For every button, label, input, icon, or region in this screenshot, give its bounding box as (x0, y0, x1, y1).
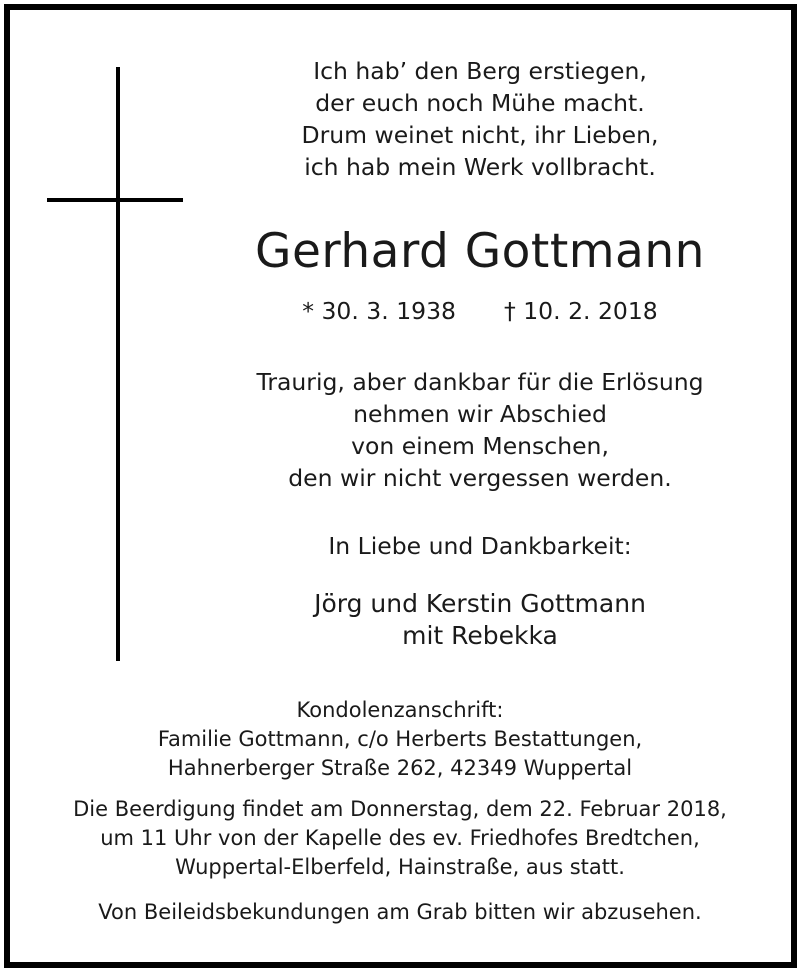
poem-line: ich hab mein Werk vollbracht. (304, 153, 656, 181)
cross-icon-horizontal (47, 198, 183, 202)
mourners (190, 588, 770, 652)
condolence-address (50, 696, 750, 783)
funeral-line: Die Beerdigung findet am Donnerstag, dem 22. Februar 2018, (73, 797, 727, 821)
poem (190, 55, 770, 183)
funeral-info (20, 795, 780, 882)
address-line: Familie Gottmann, c/o Herberts Bestattungen, (157, 727, 643, 751)
funeral-line: Wuppertal-Elberfeld, Hainstraße, aus statt. (175, 855, 625, 879)
funeral-line: um 11 Uhr von der Kapelle des ev. Friedhofes Bredtchen, (100, 826, 700, 850)
closing-phrase: In Liebe und Dankbarkeit: (328, 532, 632, 560)
farewell-message (190, 366, 770, 494)
poem-line: Drum weinet nicht, ihr Lieben, (301, 121, 659, 149)
mourner-line: Jörg und Kerstin Gottmann (314, 589, 646, 618)
deceased-name: Gerhard Gottmann (255, 224, 705, 279)
poem-line: Ich hab’ den Berg erstiegen, (313, 57, 647, 85)
condolence-label: Kondolenzanschrift: (296, 698, 504, 722)
birth-date: * 30. 3. 1938 (302, 297, 456, 325)
poem-line: der euch noch Mühe macht. (315, 89, 645, 117)
cross-icon-vertical (116, 67, 120, 661)
message-line: den wir nicht vergessen werden. (288, 464, 672, 492)
address-line: Hahnerberger Straße 262, 42349 Wuppertal (167, 756, 633, 780)
message-line: Traurig, aber dankbar für die Erlösung (256, 368, 704, 396)
message-line: von einem Menschen, (351, 432, 609, 460)
condolence-note: Von Beileidsbekundungen am Grab bitten wir abzusehen. (98, 900, 702, 924)
message-line: nehmen wir Abschied (353, 400, 607, 428)
life-dates (190, 295, 770, 327)
death-date: † 10. 2. 2018 (504, 297, 658, 325)
mourner-line: mit Rebekka (402, 621, 558, 650)
